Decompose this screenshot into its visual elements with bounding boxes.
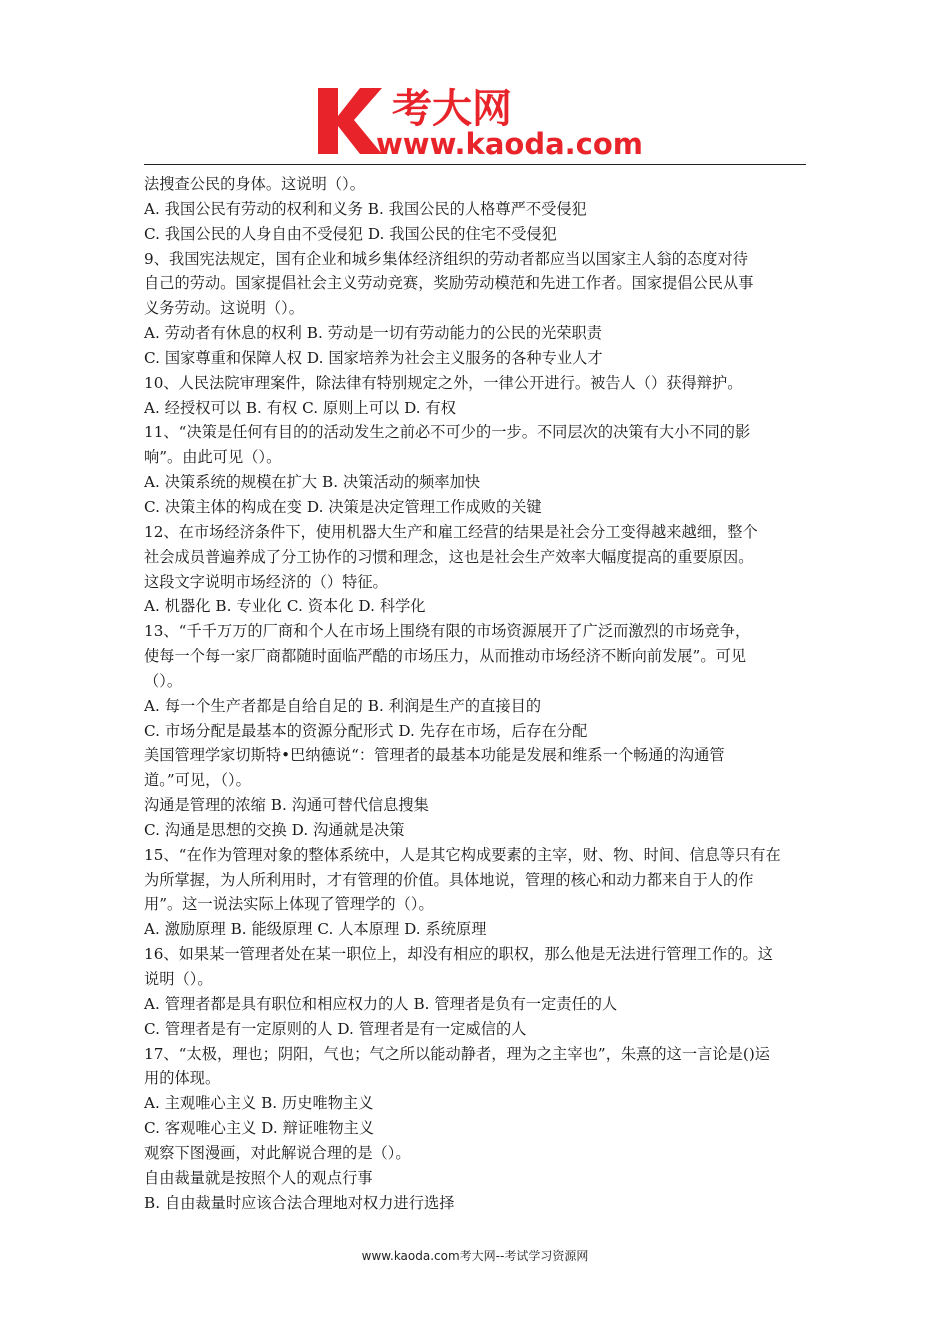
text-line: A. 机器化 B. 专业化 C. 资本化 D. 科学化 — [144, 597, 426, 616]
footer-site: www.kaoda.com — [361, 1249, 460, 1263]
text-line: C. 客观唯心主义 D. 辩证唯物主义 — [144, 1119, 375, 1138]
text-line: A. 激励原理 B. 能级原理 C. 人本原理 D. 系统原理 — [144, 920, 487, 939]
text-line: 为所掌握，为人所利用时，才有管理的价值。具体地说，管理的核心和动力都来自于人的作 — [144, 870, 754, 889]
text-line: （）。 — [144, 671, 183, 690]
text-line: 沟通是管理的浓缩 B. 沟通可替代信息搜集 — [144, 796, 429, 815]
text-line: 说明（）。 — [144, 970, 213, 988]
footer-text: 考大网--考试学习资源网 — [459, 1249, 589, 1263]
text-line: 用的体现。 — [144, 1069, 221, 1088]
text-line: C. 市场分配是最基本的资源分配形式 D. 先存在市场，后存在分配 — [144, 721, 588, 740]
text-line: 13、“千千万万的厂商和个人在市场上围绕有限的市场资源展开了广泛而激烈的市场竞争， — [144, 622, 751, 641]
logo-url: www.kaoda.com — [376, 127, 643, 160]
text-line: 使每一个每一家厂商都随时面临严酷的市场压力，从而推动市场经济不断向前发展”。可见 — [144, 647, 747, 666]
text-line: A. 决策系统的规模在扩大 B. 决策活动的频率加快 — [144, 473, 481, 492]
text-line: B. 自由裁量时应该合法合理地对权力进行选择 — [144, 1193, 455, 1212]
text-line: 12、在市场经济条件下，使用机器大生产和雇工经营的结果是社会分工变得越来越细，整个 — [144, 522, 758, 541]
text-line: 15、“在作为管理对象的整体系统中，人是其它构成要素的主宰，财、物、时间、信息等只有在 — [144, 845, 781, 864]
text-line: 观察下图漫画，对此解说合理的是（）。 — [144, 1143, 411, 1162]
text-line: 社会成员普遍养成了分工协作的习惯和理念，这也是社会生产效率大幅度提高的重要原因。 — [144, 547, 754, 566]
page-footer — [0, 1247, 950, 1264]
text-line: A. 劳动者有休息的权利 B. 劳动是一切有劳动能力的公民的光荣职责 — [144, 324, 603, 343]
text-line: 法搜查公民的身体。这说明（）。 — [144, 175, 365, 193]
text-line: C. 沟通是思想的交换 D. 沟通就是决策 — [144, 820, 405, 839]
text-line: 这段文字说明市场经济的（）特征。 — [144, 572, 388, 591]
text-line: 自己的劳动。国家提倡社会主义劳动竞赛，奖励劳动模范和先进工作者。国家提倡公民从事 — [144, 274, 754, 293]
text-line: 16、如果某一管理者处在某一职位上，却没有相应的职权，那么他是无法进行管理工作的。这 — [144, 945, 773, 964]
logo-title: 考大网 — [392, 86, 512, 132]
text-line: 17、“太极，理也；阴阳，气也；气之所以能动静者，理为之主宰也”，朱熹的这一言论是()运 — [144, 1044, 771, 1063]
document-body — [144, 172, 808, 1215]
text-line: C. 我国公民的人身自由不受侵犯 D. 我国公民的住宅不受侵犯 — [144, 224, 557, 243]
text-line: A. 我国公民有劳动的权利和义务 B. 我国公民的人格尊严不受侵犯 — [144, 199, 587, 218]
text-line: A. 管理者都是具有职位和相应权力的人 B. 管理者是负有一定责任的人 — [144, 994, 618, 1013]
text-line: 义务劳动。这说明（）。 — [144, 299, 305, 318]
text-line: A. 每一个生产者都是自给自足的 B. 利润是生产的直接目的 — [144, 696, 542, 715]
text-line: C. 决策主体的构成在变 D. 决策是决定管理工作成败的关键 — [144, 497, 542, 516]
text-line: 9、我国宪法规定，国有企业和城乡集体经济组织的劳动者都应当以国家主人翁的态度对待 — [144, 249, 748, 268]
text-line: 响”。由此可见（）。 — [144, 448, 282, 467]
text-line: C. 管理者是有一定原则的人 D. 管理者是有一定威信的人 — [144, 1019, 527, 1038]
header-divider — [144, 164, 806, 165]
text-line: 道。”可见，（）。 — [144, 771, 251, 790]
text-line: 11、“决策是任何有目的的活动发生之前必不可少的一步。不同层次的决策有大小不同的影 — [144, 423, 751, 442]
text-line: 自由裁量就是按照个人的观点行事 — [144, 1168, 373, 1187]
text-line: A. 经授权可以 B. 有权 C. 原则上可以 D. 有权 — [144, 398, 457, 417]
text-line: 10、人民法院审理案件，除法律有特别规定之外，一律公开进行。被告人（）获得辩护。 — [144, 373, 743, 392]
text-line: A. 主观唯心主义 B. 历史唯物主义 — [144, 1094, 374, 1113]
text-line: 美国管理学家切斯特•巴纳德说“：管理者的最基本功能是发展和维系一个畅通的沟通管 — [144, 746, 725, 765]
text-line: C. 国家尊重和保障人权 D. 国家培养为社会主义服务的各种专业人才 — [144, 348, 603, 367]
kaoda-logo — [316, 78, 646, 160]
text-line: 用”。这一说法实际上体现了管理学的（）。 — [144, 895, 434, 914]
